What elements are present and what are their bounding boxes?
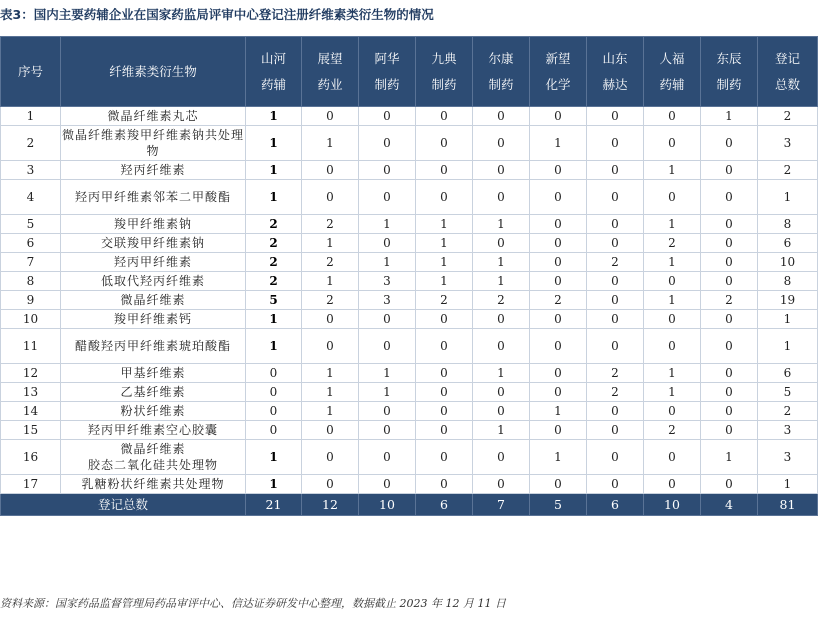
count-cell: 0 xyxy=(416,329,473,364)
column-header: 序号 xyxy=(1,37,61,107)
count-cell: 0 xyxy=(701,329,758,364)
row-number: 14 xyxy=(1,402,61,421)
count-cell: 0 xyxy=(587,272,644,291)
count-cell: 0 xyxy=(359,161,416,180)
table-row xyxy=(1,161,818,180)
row-number: 17 xyxy=(1,475,61,494)
table-row xyxy=(1,329,818,364)
count-cell: 0 xyxy=(359,329,416,364)
count-cell: 0 xyxy=(701,215,758,234)
row-number: 9 xyxy=(1,291,61,310)
count-cell: 1 xyxy=(644,383,701,402)
row-number: 10 xyxy=(1,310,61,329)
table-row xyxy=(1,310,818,329)
count-cell: 1 xyxy=(644,215,701,234)
count-cell: 0 xyxy=(701,272,758,291)
table-row xyxy=(1,126,818,161)
count-cell: 0 xyxy=(587,475,644,494)
row-total-cell: 3 xyxy=(758,440,818,475)
count-cell: 0 xyxy=(416,126,473,161)
count-cell: 0 xyxy=(530,107,587,126)
count-cell: 0 xyxy=(473,180,530,215)
column-header: 阿华 制药 xyxy=(359,37,416,107)
count-cell: 0 xyxy=(416,364,473,383)
derivative-name: 羟丙甲纤维素邻苯二甲酸酯 xyxy=(61,180,246,215)
table-title: 表3：国内主要药辅企业在国家药监局评审中心登记注册纤维素类衍生物的情况 xyxy=(0,7,434,22)
count-cell: 0 xyxy=(473,383,530,402)
total-cell: 7 xyxy=(473,494,530,516)
count-cell: 1 xyxy=(359,364,416,383)
count-cell: 0 xyxy=(473,329,530,364)
count-cell: 2 xyxy=(530,291,587,310)
row-total-cell: 1 xyxy=(758,475,818,494)
derivative-name: 低取代羟丙纤维素 xyxy=(61,272,246,291)
count-cell: 2 xyxy=(302,291,359,310)
count-cell: 0 xyxy=(644,107,701,126)
count-cell: 0 xyxy=(473,107,530,126)
count-cell: 0 xyxy=(302,180,359,215)
count-cell: 0 xyxy=(587,161,644,180)
count-cell: 0 xyxy=(587,234,644,253)
count-cell: 0 xyxy=(644,180,701,215)
derivative-name: 甲基纤维素 xyxy=(61,364,246,383)
count-cell: 1 xyxy=(302,126,359,161)
count-cell: 1 xyxy=(701,107,758,126)
count-cell: 0 xyxy=(587,107,644,126)
row-total-cell: 6 xyxy=(758,234,818,253)
derivative-name: 羟丙甲纤维素空心胶囊 xyxy=(61,421,246,440)
count-cell: 1 xyxy=(644,291,701,310)
count-cell: 1 xyxy=(530,440,587,475)
count-cell: 0 xyxy=(530,253,587,272)
count-cell: 0 xyxy=(302,161,359,180)
count-cell: 1 xyxy=(359,253,416,272)
count-cell: 1 xyxy=(246,161,302,180)
count-cell: 2 xyxy=(644,421,701,440)
table-row xyxy=(1,234,818,253)
count-cell: 0 xyxy=(359,421,416,440)
count-cell: 1 xyxy=(302,383,359,402)
count-cell: 1 xyxy=(473,421,530,440)
count-cell: 2 xyxy=(473,291,530,310)
row-total-cell: 1 xyxy=(758,180,818,215)
count-cell: 0 xyxy=(587,180,644,215)
count-cell: 0 xyxy=(246,364,302,383)
count-cell: 0 xyxy=(359,440,416,475)
count-cell: 0 xyxy=(587,329,644,364)
count-cell: 1 xyxy=(416,234,473,253)
count-cell: 0 xyxy=(416,440,473,475)
derivative-name: 醋酸羟丙甲纤维素琥珀酸酯 xyxy=(61,329,246,364)
derivative-name: 微晶纤维素 胶态二氧化硅共处理物 xyxy=(61,440,246,475)
table-row xyxy=(1,215,818,234)
count-cell: 0 xyxy=(473,161,530,180)
count-cell: 1 xyxy=(473,364,530,383)
row-number: 7 xyxy=(1,253,61,272)
count-cell: 2 xyxy=(302,215,359,234)
count-cell: 2 xyxy=(416,291,473,310)
count-cell: 1 xyxy=(416,272,473,291)
derivative-name: 微晶纤维素丸芯 xyxy=(61,107,246,126)
count-cell: 0 xyxy=(416,383,473,402)
count-cell: 0 xyxy=(644,440,701,475)
count-cell: 0 xyxy=(530,364,587,383)
count-cell: 0 xyxy=(416,421,473,440)
count-cell: 1 xyxy=(246,126,302,161)
row-number: 5 xyxy=(1,215,61,234)
count-cell: 0 xyxy=(701,421,758,440)
row-number: 3 xyxy=(1,161,61,180)
count-cell: 0 xyxy=(473,402,530,421)
count-cell: 2 xyxy=(587,364,644,383)
count-cell: 1 xyxy=(416,215,473,234)
column-header: 东辰 制药 xyxy=(701,37,758,107)
derivative-name: 羧甲纤维素钠 xyxy=(61,215,246,234)
count-cell: 0 xyxy=(701,383,758,402)
count-cell: 0 xyxy=(473,234,530,253)
row-total-cell: 10 xyxy=(758,253,818,272)
count-cell: 2 xyxy=(302,253,359,272)
count-cell: 1 xyxy=(246,310,302,329)
total-cell: 21 xyxy=(246,494,302,516)
count-cell: 0 xyxy=(416,402,473,421)
count-cell: 0 xyxy=(246,421,302,440)
derivative-name: 乳糖粉状纤维素共处理物 xyxy=(61,475,246,494)
total-cell: 4 xyxy=(701,494,758,516)
column-header: 山河 药辅 xyxy=(246,37,302,107)
count-cell: 5 xyxy=(246,291,302,310)
column-header: 纤维素类衍生物 xyxy=(61,37,246,107)
count-cell: 0 xyxy=(701,402,758,421)
count-cell: 0 xyxy=(701,253,758,272)
count-cell: 0 xyxy=(359,126,416,161)
row-total-cell: 19 xyxy=(758,291,818,310)
count-cell: 2 xyxy=(587,253,644,272)
count-cell: 0 xyxy=(530,180,587,215)
count-cell: 0 xyxy=(416,107,473,126)
table-row xyxy=(1,364,818,383)
table-row xyxy=(1,383,818,402)
row-number: 2 xyxy=(1,126,61,161)
count-cell: 0 xyxy=(359,107,416,126)
derivative-name: 微晶纤维素羧甲纤维素钠共处理物 xyxy=(61,126,246,161)
table-row xyxy=(1,475,818,494)
count-cell: 0 xyxy=(302,440,359,475)
count-cell: 1 xyxy=(302,234,359,253)
total-cell: 10 xyxy=(644,494,701,516)
row-total-cell: 2 xyxy=(758,161,818,180)
count-cell: 0 xyxy=(587,291,644,310)
count-cell: 2 xyxy=(246,253,302,272)
count-cell: 0 xyxy=(359,180,416,215)
count-cell: 1 xyxy=(644,253,701,272)
row-total-cell: 8 xyxy=(758,215,818,234)
derivative-name: 乙基纤维素 xyxy=(61,383,246,402)
count-cell: 0 xyxy=(530,215,587,234)
count-cell: 0 xyxy=(530,234,587,253)
count-cell: 1 xyxy=(530,402,587,421)
column-header: 山东 赫达 xyxy=(587,37,644,107)
count-cell: 1 xyxy=(302,272,359,291)
row-number: 12 xyxy=(1,364,61,383)
derivative-name: 羟丙甲纤维素 xyxy=(61,253,246,272)
count-cell: 0 xyxy=(701,126,758,161)
total-cell: 6 xyxy=(587,494,644,516)
count-cell: 0 xyxy=(246,402,302,421)
count-cell: 0 xyxy=(530,310,587,329)
column-header: 展望 药业 xyxy=(302,37,359,107)
count-cell: 0 xyxy=(302,329,359,364)
row-number: 13 xyxy=(1,383,61,402)
total-cell: 12 xyxy=(302,494,359,516)
table-row xyxy=(1,107,818,126)
total-cell: 6 xyxy=(416,494,473,516)
row-total-cell: 1 xyxy=(758,310,818,329)
count-cell: 1 xyxy=(416,253,473,272)
count-cell: 1 xyxy=(530,126,587,161)
total-cell: 81 xyxy=(758,494,818,516)
total-cell: 5 xyxy=(530,494,587,516)
row-total-cell: 3 xyxy=(758,421,818,440)
row-total-cell: 2 xyxy=(758,402,818,421)
table-row xyxy=(1,440,818,475)
count-cell: 1 xyxy=(302,364,359,383)
column-header: 九典 制药 xyxy=(416,37,473,107)
count-cell: 0 xyxy=(701,310,758,329)
count-cell: 0 xyxy=(302,310,359,329)
count-cell: 1 xyxy=(246,180,302,215)
count-cell: 1 xyxy=(644,161,701,180)
count-cell: 0 xyxy=(644,272,701,291)
source-note: 资料来源：国家药品监督管理局药品审评中心、信达证券研发中心整理，数据截止 2023 年 12 月 11 日 xyxy=(0,597,506,610)
row-total-cell: 8 xyxy=(758,272,818,291)
count-cell: 2 xyxy=(246,215,302,234)
count-cell: 0 xyxy=(587,215,644,234)
table-total-row xyxy=(1,494,818,516)
row-number: 11 xyxy=(1,329,61,364)
count-cell: 1 xyxy=(246,329,302,364)
count-cell: 0 xyxy=(644,329,701,364)
table-row xyxy=(1,253,818,272)
data-table xyxy=(0,36,818,516)
table-header-row xyxy=(1,37,818,107)
derivative-name: 微晶纤维素 xyxy=(61,291,246,310)
column-header: 尔康 制药 xyxy=(473,37,530,107)
row-number: 4 xyxy=(1,180,61,215)
count-cell: 0 xyxy=(530,421,587,440)
count-cell: 2 xyxy=(701,291,758,310)
count-cell: 0 xyxy=(587,440,644,475)
total-cell: 10 xyxy=(359,494,416,516)
count-cell: 2 xyxy=(587,383,644,402)
count-cell: 2 xyxy=(246,272,302,291)
count-cell: 0 xyxy=(416,180,473,215)
count-cell: 1 xyxy=(246,475,302,494)
count-cell: 0 xyxy=(416,161,473,180)
count-cell: 1 xyxy=(302,402,359,421)
count-cell: 0 xyxy=(530,475,587,494)
count-cell: 1 xyxy=(473,272,530,291)
count-cell: 0 xyxy=(359,402,416,421)
count-cell: 1 xyxy=(246,107,302,126)
count-cell: 1 xyxy=(246,440,302,475)
table-row xyxy=(1,180,818,215)
table-row xyxy=(1,421,818,440)
count-cell: 0 xyxy=(587,126,644,161)
count-cell: 0 xyxy=(302,421,359,440)
table-row xyxy=(1,272,818,291)
count-cell: 0 xyxy=(359,234,416,253)
count-cell: 3 xyxy=(359,272,416,291)
count-cell: 2 xyxy=(246,234,302,253)
count-cell: 1 xyxy=(359,215,416,234)
column-header: 新望 化学 xyxy=(530,37,587,107)
derivative-name: 交联羧甲纤维素钠 xyxy=(61,234,246,253)
derivative-name: 粉状纤维素 xyxy=(61,402,246,421)
count-cell: 0 xyxy=(644,402,701,421)
column-header: 人福 药辅 xyxy=(644,37,701,107)
row-number: 15 xyxy=(1,421,61,440)
count-cell: 1 xyxy=(473,215,530,234)
count-cell: 0 xyxy=(359,475,416,494)
count-cell: 1 xyxy=(644,364,701,383)
count-cell: 0 xyxy=(701,161,758,180)
count-cell: 0 xyxy=(587,421,644,440)
count-cell: 0 xyxy=(644,126,701,161)
count-cell: 1 xyxy=(359,383,416,402)
count-cell: 0 xyxy=(701,364,758,383)
count-cell: 2 xyxy=(644,234,701,253)
count-cell: 0 xyxy=(530,329,587,364)
total-label: 登记总数 xyxy=(1,494,246,516)
count-cell: 0 xyxy=(644,475,701,494)
count-cell: 0 xyxy=(246,383,302,402)
row-total-cell: 2 xyxy=(758,107,818,126)
count-cell: 0 xyxy=(701,180,758,215)
count-cell: 0 xyxy=(473,475,530,494)
count-cell: 0 xyxy=(701,475,758,494)
row-number: 8 xyxy=(1,272,61,291)
count-cell: 0 xyxy=(359,310,416,329)
column-header: 登记 总数 xyxy=(758,37,818,107)
count-cell: 0 xyxy=(530,161,587,180)
count-cell: 3 xyxy=(359,291,416,310)
count-cell: 0 xyxy=(587,310,644,329)
table-row xyxy=(1,402,818,421)
derivative-name: 羟丙纤维素 xyxy=(61,161,246,180)
count-cell: 0 xyxy=(530,272,587,291)
derivative-name: 羧甲纤维素钙 xyxy=(61,310,246,329)
count-cell: 0 xyxy=(587,402,644,421)
row-total-cell: 6 xyxy=(758,364,818,383)
row-number: 6 xyxy=(1,234,61,253)
count-cell: 0 xyxy=(302,107,359,126)
count-cell: 0 xyxy=(302,475,359,494)
count-cell: 0 xyxy=(416,475,473,494)
count-cell: 0 xyxy=(473,126,530,161)
row-total-cell: 1 xyxy=(758,329,818,364)
count-cell: 1 xyxy=(701,440,758,475)
table-row xyxy=(1,291,818,310)
count-cell: 0 xyxy=(530,383,587,402)
count-cell: 0 xyxy=(416,310,473,329)
row-number: 1 xyxy=(1,107,61,126)
count-cell: 0 xyxy=(473,310,530,329)
count-cell: 1 xyxy=(473,253,530,272)
row-number: 16 xyxy=(1,440,61,475)
count-cell: 0 xyxy=(701,234,758,253)
row-total-cell: 5 xyxy=(758,383,818,402)
count-cell: 0 xyxy=(644,310,701,329)
count-cell: 0 xyxy=(473,440,530,475)
row-total-cell: 3 xyxy=(758,126,818,161)
